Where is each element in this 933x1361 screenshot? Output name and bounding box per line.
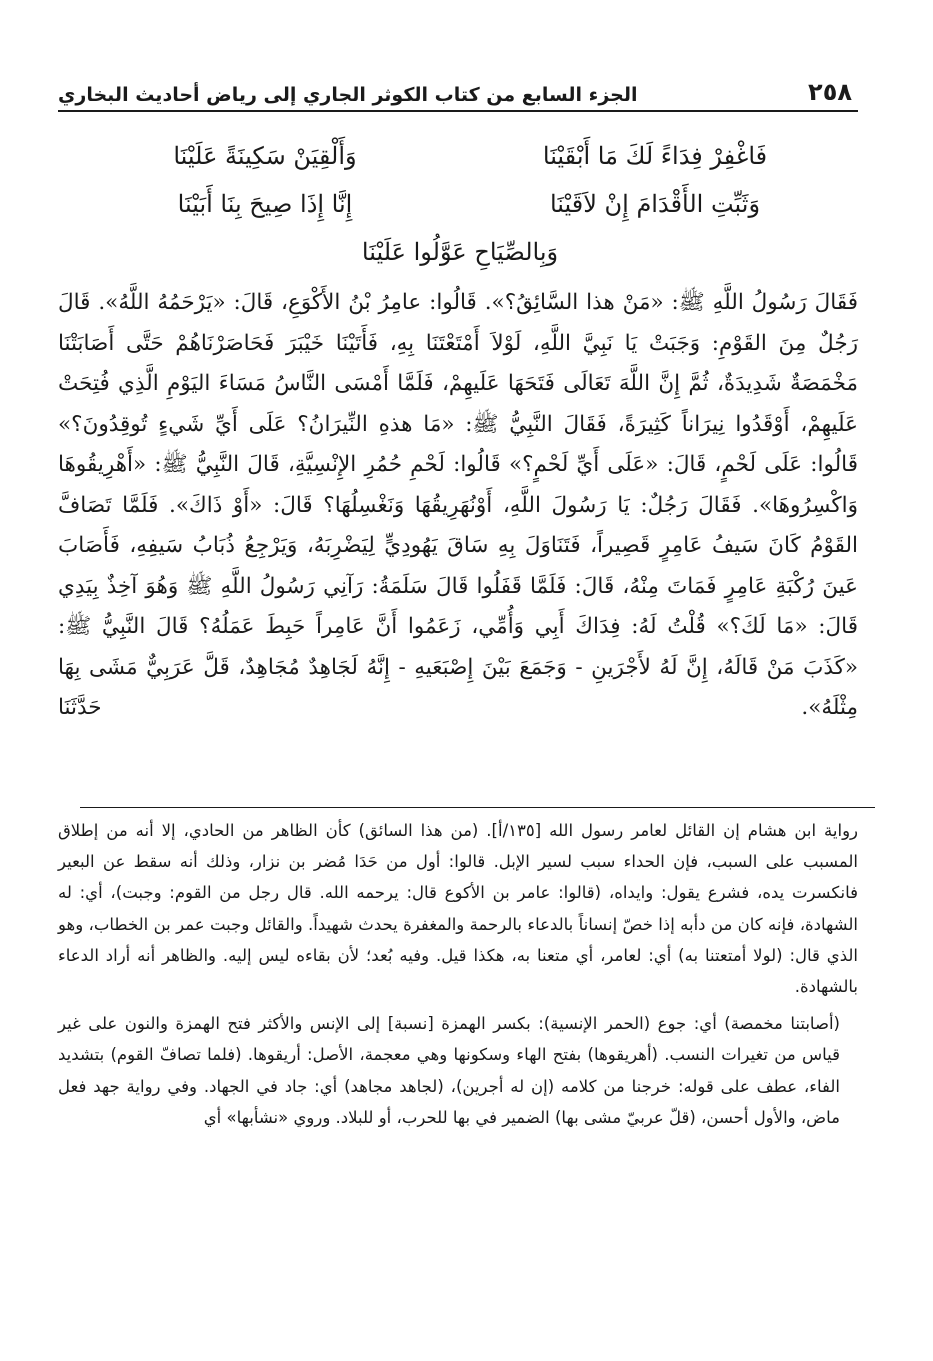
poem-block bbox=[100, 132, 820, 276]
running-title: الجزء السابع من كتاب الكوثر الجاري إلى رياض أحاديث البخاري bbox=[58, 84, 638, 106]
verse-line bbox=[100, 180, 820, 228]
verse-hemistich-right: وَثَبِّتِ الأَقْدَامَ إِنْ لاَقَيْنَا bbox=[549, 190, 761, 218]
page-number: ٢٥٨ bbox=[808, 78, 852, 106]
verse-hemistich-left: إِنَّا إِذَا صِيحَ بِنَا أَبَيْنَا bbox=[177, 190, 353, 218]
commentary-paragraph: رواية ابن هشام إن القائل لعامر رسول الله [١٣٥/أ]. (من هذا السائق) كأن الظاهر من الحادي، إلا أنه من إطلاق المسبب على السبب، فإن الحداء سبب لسير الإبل. قالوا: أول من حَدَا مُضر بن نزار، وذلك أنه سقط عن البعير فانكسرت يده، فشرع يقول: وايداه، (قالوا: عامر بن الأكوع قال: يرحمه الله. قال رجل من القوم: وجبت)، أي: له الشهادة، فإنه كان من دأبه إذا خصّ إنساناً بالدعاء بالرحمة والمغفرة يحدث شهيداً. والقائل وجبت عمر بن الخطاب، وهو الذي قال: (لولا أمتعتنا به) أي: لعامر، أي متعنا به، هكذا قيل. وفيه بُعد؛ لأن بقاءه ليس إليه. والظاهر أنه أراد الدعاء بالشهادة. bbox=[58, 821, 859, 997]
hadith-paragraph: فَقَالَ رَسُولُ اللَّهِ ﷺ: «مَنْ هذا السَّائِقُ؟». قَالُوا: عامِرُ بْنُ الأَكْوَعِ، قَالَ: «يَرْحَمُهُ اللَّهُ». قَالَ رَجُلٌ مِنَ القَوْمِ: وَجَبَتْ يَا نَبِيَّ اللَّهِ، لَوْلاَ أَمْتَعْتَنَا بِهِ، فَأَتَيْنَا خَيْبَرَ فَحَاصَرْنَاهُمْ حَتَّى أَصَابَتْنَا مَخْمَصَةٌ شَدِيدَةٌ، ثُمَّ إِنَّ اللَّهَ تَعَالَى فَتَحَهَا عَلَيهِمْ، فَلَمَّا أَمْسَى النَّاسُ مَسَاءَ اليَوْمِ الَّذِي فُتِحَتْ عَلَيهِمْ، أَوْقَدُوا نِيرَاناً كَثِيرَةً، فَقَالَ النَّبِيُّ ﷺ: «مَا هذهِ النِّيرَانُ؟ عَلَى أَيِّ شَيءٍ تُوقِدُونَ؟» قَالُوا: عَلَى لَحْمٍ، قَالَ: «عَلَى أَيِّ لَحْمٍ؟» قَالُوا: لَحْمِ حُمُرِ الإِنْسِيَّةِ، قَالَ النَّبِيُّ ﷺ: «أَهْرِيقُوهَا وَاكْسِرُوهَا». فَقَالَ رَجُلٌ: يَا رَسُولَ اللَّهِ، أَوْنُهَرِيقُهَا وَنَغْسِلُهَا؟ قَالَ: «أَوْ ذَاكَ». فَلَمَّا تَصَافَّ القَوْمُ كَانَ سَيفُ عَامِرٍ قَصِيراً، فَتَنَاوَلَ بِهِ سَاقَ يَهُودِيٍّ لِيَضْرِبَهُ، وَيَرْجِعُ ذُبَابُ سَيفِهِ، فَأَصَابَ عَينَ رُكْبَةِ عَامِرٍ فَمَاتَ مِنْهُ، قَالَ: فَلَمَّا قَفَلُوا قَالَ سَلَمَةُ: رَآنِي رَسُولُ اللَّهِ ﷺ وَهُوَ آخِذٌ بِيَدِي قَالَ: «مَا لَكَ؟» قُلْتُ لَهُ: فِدَاكَ أَبِي وَأُمِّي، زَعَمُوا أَنَّ عَامِراً حَبِطَ عَمَلُهُ؟ قَالَ النَّبِيُّ ﷺ: «كَذَبَ مَنْ قَالَهُ، إِنَّ لَهُ لأَجْرَينِ - وَجَمَعَ بَيْنَ إِصْبَعَيهِ - إِنَّهُ لَجَاهِدٌ مُجَاهِدٌ، قَلَّ عَرَبِيٌّ مَشَى بِهَا مِثْلَهُ». حَدَّثَنَا bbox=[58, 290, 858, 720]
verse-line-single: وَبِالصِّيَاحِ عَوَّلُوا عَلَيْنَا bbox=[361, 238, 559, 266]
footnote-divider bbox=[80, 807, 875, 808]
commentary-paragraph: (أصابتنا مخمصة) أي: جوع (الحمر الإنسية): بكسر الهمزة [نسبة] إلى الإنس والأكثر فتح الهمزة والنون على غير قياس من تغيرات النسب. (أهريقوها) بفتح الهاء وسكونها وهي معجمة، الأصل: أريقوها. (فلما تصافّ القوم) بتشديد الفاء، عطف على قوله: خرجنا من كلامه (إن له أجرين)، (لجاهد مجاهد) أي: جاد في الجهاد. وفي رواية جهد فعل ماض، والأول أحسن، (قلّ عربيّ مشى بها) الضمير في بها للحرب، أو للبلاد. وروي «نشأبها» أي bbox=[58, 1014, 840, 1127]
hadith-text bbox=[58, 283, 858, 729]
verse-line bbox=[100, 132, 820, 180]
verse-hemistich-left: وَأَلْقِيَنْ سَكِينَةً عَلَيْنَا bbox=[173, 142, 357, 170]
verse-hemistich-right: فَاغْفِرْ فِدَاءً لَكَ مَا أَبْقَيْنَا bbox=[542, 142, 768, 170]
page-header bbox=[58, 70, 858, 112]
commentary-block bbox=[58, 815, 858, 1133]
